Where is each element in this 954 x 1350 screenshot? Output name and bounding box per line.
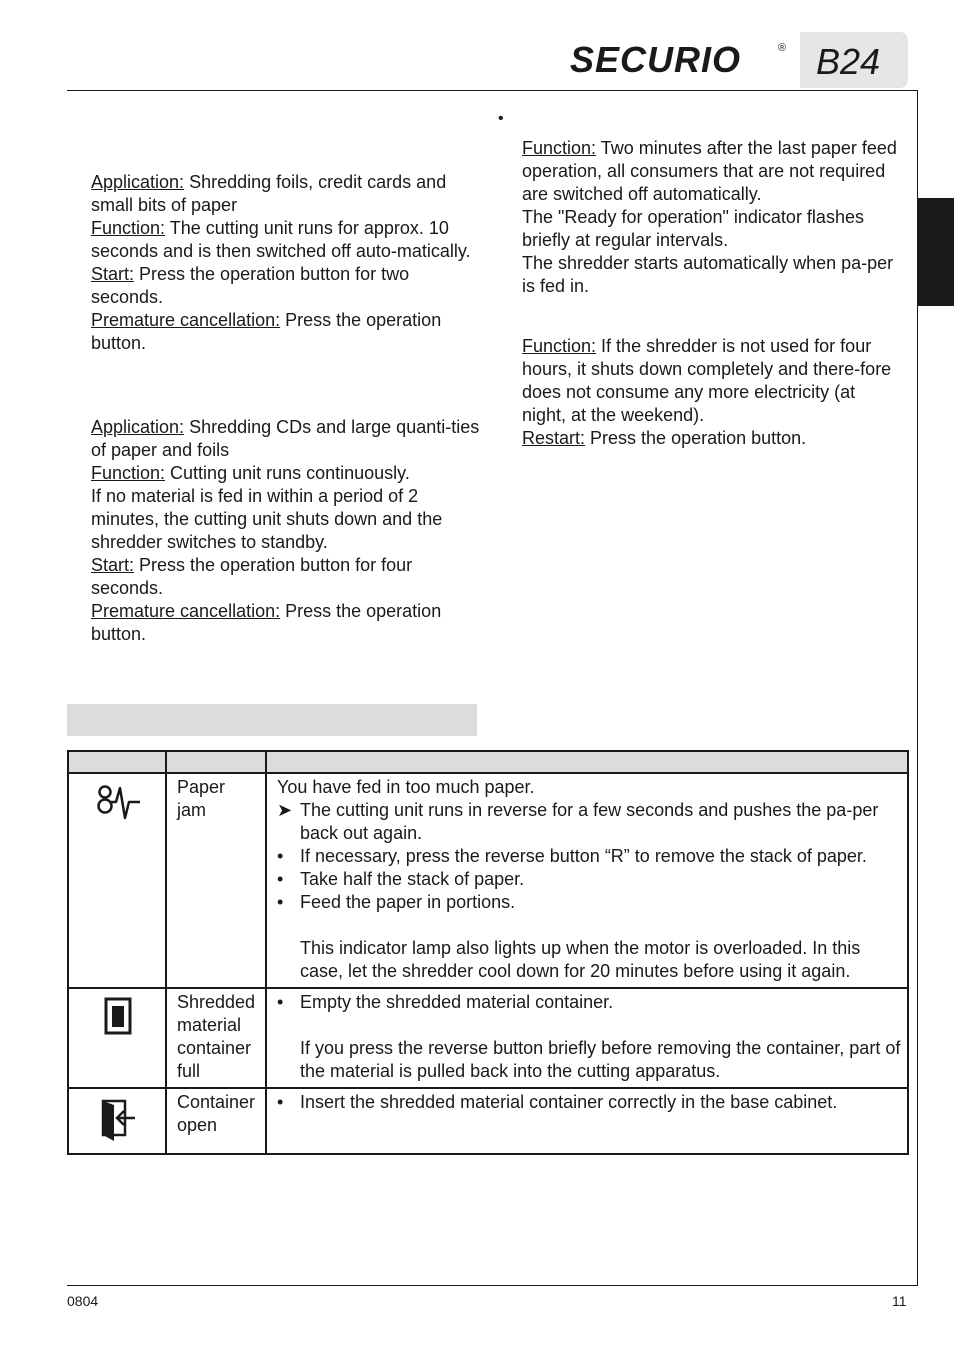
container-full-icon xyxy=(104,997,134,1037)
fault-label: Container open xyxy=(166,1088,266,1154)
table-row xyxy=(68,988,908,1088)
restart-label: Restart: xyxy=(522,428,586,448)
table-header-row xyxy=(68,751,908,773)
registered-mark: ® xyxy=(778,42,787,54)
fault-label: Paper jam xyxy=(166,773,266,988)
list-item: Insert the shredded material container correctly in the base cabinet. xyxy=(300,1092,838,1112)
table-row xyxy=(68,773,908,988)
bullet-marker: • xyxy=(277,846,284,866)
bullet-marker: • xyxy=(277,892,284,912)
table-header-cell xyxy=(166,751,266,773)
page-number: 11 xyxy=(892,1293,907,1309)
start-label: Start: xyxy=(91,555,135,575)
header-rule xyxy=(67,90,918,91)
fault-table xyxy=(67,750,909,1155)
application-label: Application: xyxy=(91,417,185,437)
bullet-marker: • xyxy=(277,1092,284,1112)
cancel-text: Press the operation button. xyxy=(91,601,442,644)
list-item: Feed the paper in portions. xyxy=(300,892,516,912)
continuous-mode-description xyxy=(91,416,481,646)
section-tab-marker xyxy=(918,198,954,306)
function-label: Function: xyxy=(91,463,166,483)
arrow-marker: ➤ xyxy=(277,800,293,820)
table-header-cell xyxy=(68,751,166,773)
container-open-icon xyxy=(99,1097,139,1143)
application-text: Shredding foils, credit cards and small bits of paper xyxy=(91,172,447,215)
bullet-marker: • xyxy=(498,110,504,127)
cancel-label: Premature cancellation: xyxy=(91,601,281,621)
icon-cell xyxy=(68,988,166,1088)
cancel-text: Press the operation button. xyxy=(91,310,442,353)
fault-remedy xyxy=(266,988,908,1088)
function-text: Two minutes after the last paper feed operation, all consumers that are not required are switched off automatically. xyxy=(522,138,897,204)
fault-label: Shredded material container full xyxy=(166,988,266,1088)
section-heading-bar xyxy=(67,704,477,736)
start-text: Press the operation button for four seconds. xyxy=(91,555,413,598)
fault-intro: You have fed in too much paper. xyxy=(277,777,535,797)
fault-remedy xyxy=(266,1088,908,1154)
auto-off-description xyxy=(522,335,902,450)
function-text: If the shredder is not used for four hours, it shuts down completely and there-fore does not consume any more electricity (at night, at the weekend). xyxy=(522,336,892,425)
list-item: Take half the stack of paper. xyxy=(300,869,525,889)
start-text: Press the operation button for two seconds. xyxy=(91,264,410,307)
indicator-info: The "Ready for operation" indicator flashes briefly at regular intervals. xyxy=(522,207,864,250)
icon-cell xyxy=(68,1088,166,1154)
list-item: The cutting unit runs in reverse for a few seconds and pushes the pa-per back out again. xyxy=(300,800,879,843)
model-name: B24 xyxy=(816,41,881,82)
fault-note: This indicator lamp also lights up when the motor is overloaded. In this case, let the shredder cool down for 20 minutes before using it again. xyxy=(300,938,861,981)
cancel-label: Premature cancellation: xyxy=(91,310,281,330)
function-text: Cutting unit runs continuously. xyxy=(165,463,410,483)
application-text: Shredding CDs and large quanti-ties of paper and foils xyxy=(91,417,480,460)
footer-rule xyxy=(67,1285,918,1286)
icon-cell xyxy=(68,773,166,988)
table-header-cell xyxy=(266,751,908,773)
brand-logo: SECURIO xyxy=(570,39,742,80)
function-label: Function: xyxy=(91,218,166,238)
application-label: Application: xyxy=(91,172,185,192)
bullet-marker: • xyxy=(277,992,284,1012)
restart-text: Press the operation button. xyxy=(585,428,807,448)
auto-start-info: The shredder starts automatically when pa-per is fed in. xyxy=(522,253,894,296)
function-label: Function: xyxy=(522,336,597,356)
function-text: The cutting unit runs for approx. 10 seconds and is then switched off auto-matically. xyxy=(91,218,471,261)
fault-note: If you press the reverse button briefly before removing the container, part of the material is pulled back into the cutting apparatus. xyxy=(300,1038,901,1081)
fault-remedy xyxy=(266,773,908,988)
function-label: Function: xyxy=(522,138,597,158)
list-item: If necessary, press the reverse button “R” to remove the stack of paper. xyxy=(300,846,867,866)
bullet-marker: • xyxy=(277,869,284,889)
table-row xyxy=(68,1088,908,1154)
standby-mode-description xyxy=(522,137,900,298)
function-text-continued: If no material is fed in within a period of 2 minutes, the cutting unit shuts down and the shredder switches to standby. xyxy=(91,486,443,552)
manual-mode-description xyxy=(91,171,481,355)
document-code: 0804 xyxy=(67,1293,99,1309)
list-item: Empty the shredded material container. xyxy=(300,992,614,1012)
paper-jam-icon xyxy=(96,782,142,822)
start-label: Start: xyxy=(91,264,135,284)
